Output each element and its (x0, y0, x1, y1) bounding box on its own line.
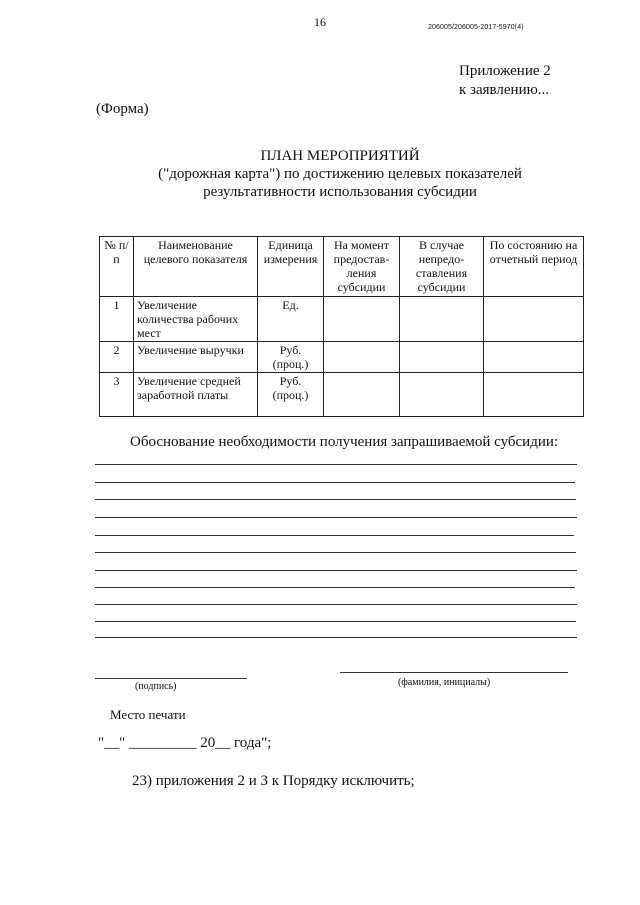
row-name: Увеличение средней заработной платы (134, 373, 258, 417)
row-name: Увеличение количества рабочих мест (134, 297, 258, 342)
row-num: 3 (100, 373, 134, 417)
blank-line (95, 464, 577, 465)
blank-line (95, 637, 577, 638)
row-value-reporting (484, 297, 584, 342)
table-row (100, 297, 584, 342)
appendix-line-1: Приложение 2 (459, 63, 551, 79)
table-header-row (100, 237, 584, 297)
plan-title: ПЛАН МЕРОПРИЯТИЙ (260, 148, 420, 164)
header-reporting: По состоянию на отчетный период (484, 237, 584, 297)
row-value-reporting (484, 373, 584, 417)
justification-heading: Обоснование необходимости получения запрашиваемой субсидии: (130, 434, 559, 450)
row-value-no-grant (400, 297, 484, 342)
blank-line (95, 570, 577, 571)
plan-subtitle-1: ("дорожная карта") по достижению целевых показателей (158, 166, 522, 182)
appendix-label (459, 62, 551, 100)
row-value-reporting (484, 342, 584, 373)
row-unit: Руб. (проц.) (258, 373, 324, 417)
header-at-grant: На момент предостав-ления субсидии (324, 237, 400, 297)
row-num: 2 (100, 342, 134, 373)
name-caption: (фамилия, инициалы) (398, 677, 491, 688)
row-value-no-grant (400, 342, 484, 373)
stamp-place: Место печати (110, 707, 186, 722)
blank-line (95, 517, 577, 518)
table-row (100, 342, 584, 373)
blank-line (95, 552, 576, 553)
name-line (340, 672, 568, 673)
header-unit: Единица измерения (258, 237, 324, 297)
header-name: Наименование целевого показателя (134, 237, 258, 297)
row-value-at-grant (324, 342, 400, 373)
blank-line (95, 621, 576, 622)
closing-text: 23) приложения 2 и 3 к Порядку исключить; (132, 773, 415, 789)
table-row (100, 373, 584, 417)
signature-caption: (подпись) (135, 681, 177, 692)
indicators-table (99, 236, 584, 417)
row-num: 1 (100, 297, 134, 342)
row-value-at-grant (324, 297, 400, 342)
date-line: "__" _________ 20__ года"; (98, 735, 272, 751)
plan-subtitle-2: результативности использования субсидии (203, 184, 477, 200)
row-value-no-grant (400, 373, 484, 417)
row-unit: Руб. (проц.) (258, 342, 324, 373)
blank-line (95, 587, 575, 588)
blank-line (95, 535, 574, 536)
signature-line (95, 678, 247, 679)
blank-line (95, 482, 575, 483)
header-num: № п/п (100, 237, 134, 297)
appendix-line-2: к заявлению... (459, 82, 550, 98)
row-name: Увеличение выручки (134, 342, 258, 373)
page-number: 16 (314, 15, 326, 29)
document-code: 206005/206005-2017-5970(4) (428, 24, 524, 31)
blank-line (95, 499, 576, 500)
row-unit: Ед. (258, 297, 324, 342)
header-no-grant: В случае непредо-ставления субсидии (400, 237, 484, 297)
form-label: (Форма) (96, 101, 149, 117)
row-value-at-grant (324, 373, 400, 417)
blank-line (95, 604, 577, 605)
